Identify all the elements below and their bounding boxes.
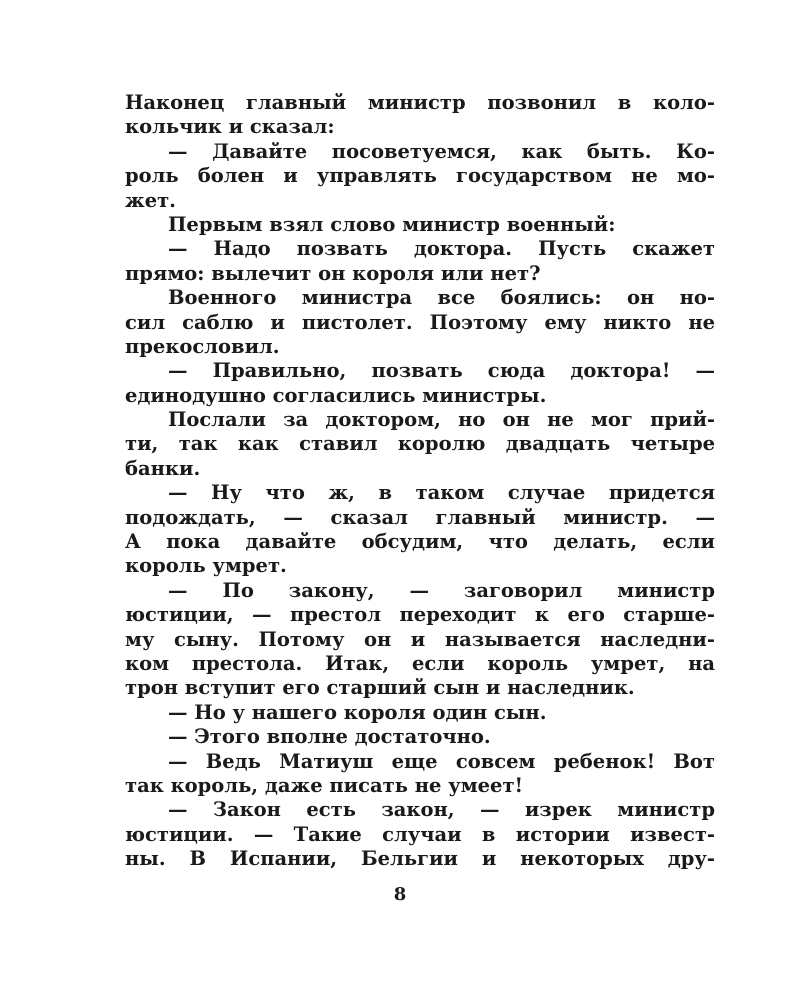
text-line: единодушно согласились министры. — [125, 383, 547, 407]
text-line: юстиции. — Такие случаи в истории извест- — [125, 822, 715, 846]
text-line: роль болен и управлять государством не мо- — [125, 164, 715, 188]
text-line: юстиции, — престол переходит к его старше- — [125, 603, 715, 627]
text-line: — Надо позвать доктора. Пусть скажет — [168, 237, 715, 261]
text-line: ти, так как ставил королю двадцать четыре — [125, 432, 715, 456]
text-line: — Этого вполне достаточно. — [168, 725, 491, 749]
text-line: — Ну что ж, в таком случае придется — [168, 481, 715, 505]
text-line: — Правильно, позвать сюда доктора! — — [168, 359, 715, 383]
text-line: банки. — [125, 456, 201, 480]
text-line: Послали за доктором, но он не мог прий- — [168, 408, 715, 432]
text-line: А пока давайте обсудим, что делать, если — [125, 530, 715, 554]
text-line: король умрет. — [125, 554, 287, 578]
text-line: сил саблю и пистолет. Поэтому ему никто не — [125, 310, 715, 334]
text-line: кольчик и сказал: — [125, 115, 335, 139]
text-line: Военного министра все боялись: он но- — [168, 286, 715, 310]
text-line: прямо: вылечит он короля или нет? — [125, 261, 541, 285]
body-text — [125, 91, 715, 872]
text-line: трон вступит его старший сын и наследник. — [125, 676, 635, 700]
text-line: жет. — [125, 188, 176, 212]
text-line: му сыну. Потому он и называется наследни- — [125, 627, 715, 651]
text-line: прекословил. — [125, 334, 280, 358]
text-line: подождать, — сказал главный министр. — — [125, 505, 715, 529]
text-line: — Закон есть закон, — изрек министр — [168, 798, 715, 822]
text-line: — Давайте посоветуемся, как быть. Ко- — [168, 139, 715, 163]
text-line: — Ведь Матиуш еще совсем ребенок! Вот — [168, 749, 715, 773]
text-line: Наконец главный министр позвонил в коло- — [125, 91, 715, 114]
text-line: Первым взял слово министр военный: — [168, 212, 616, 236]
text-line: — Но у нашего короля один сын. — [168, 700, 547, 724]
text-line: ком престола. Итак, если король умрет, на — [125, 651, 715, 675]
text-line: так король, даже писать не умеет! — [125, 773, 524, 797]
text-line: ны. В Испании, Бельгии и некоторых дру- — [125, 847, 715, 871]
text-line: — По закону, — заговорил министр — [168, 578, 715, 602]
page-number: 8 — [393, 884, 407, 905]
